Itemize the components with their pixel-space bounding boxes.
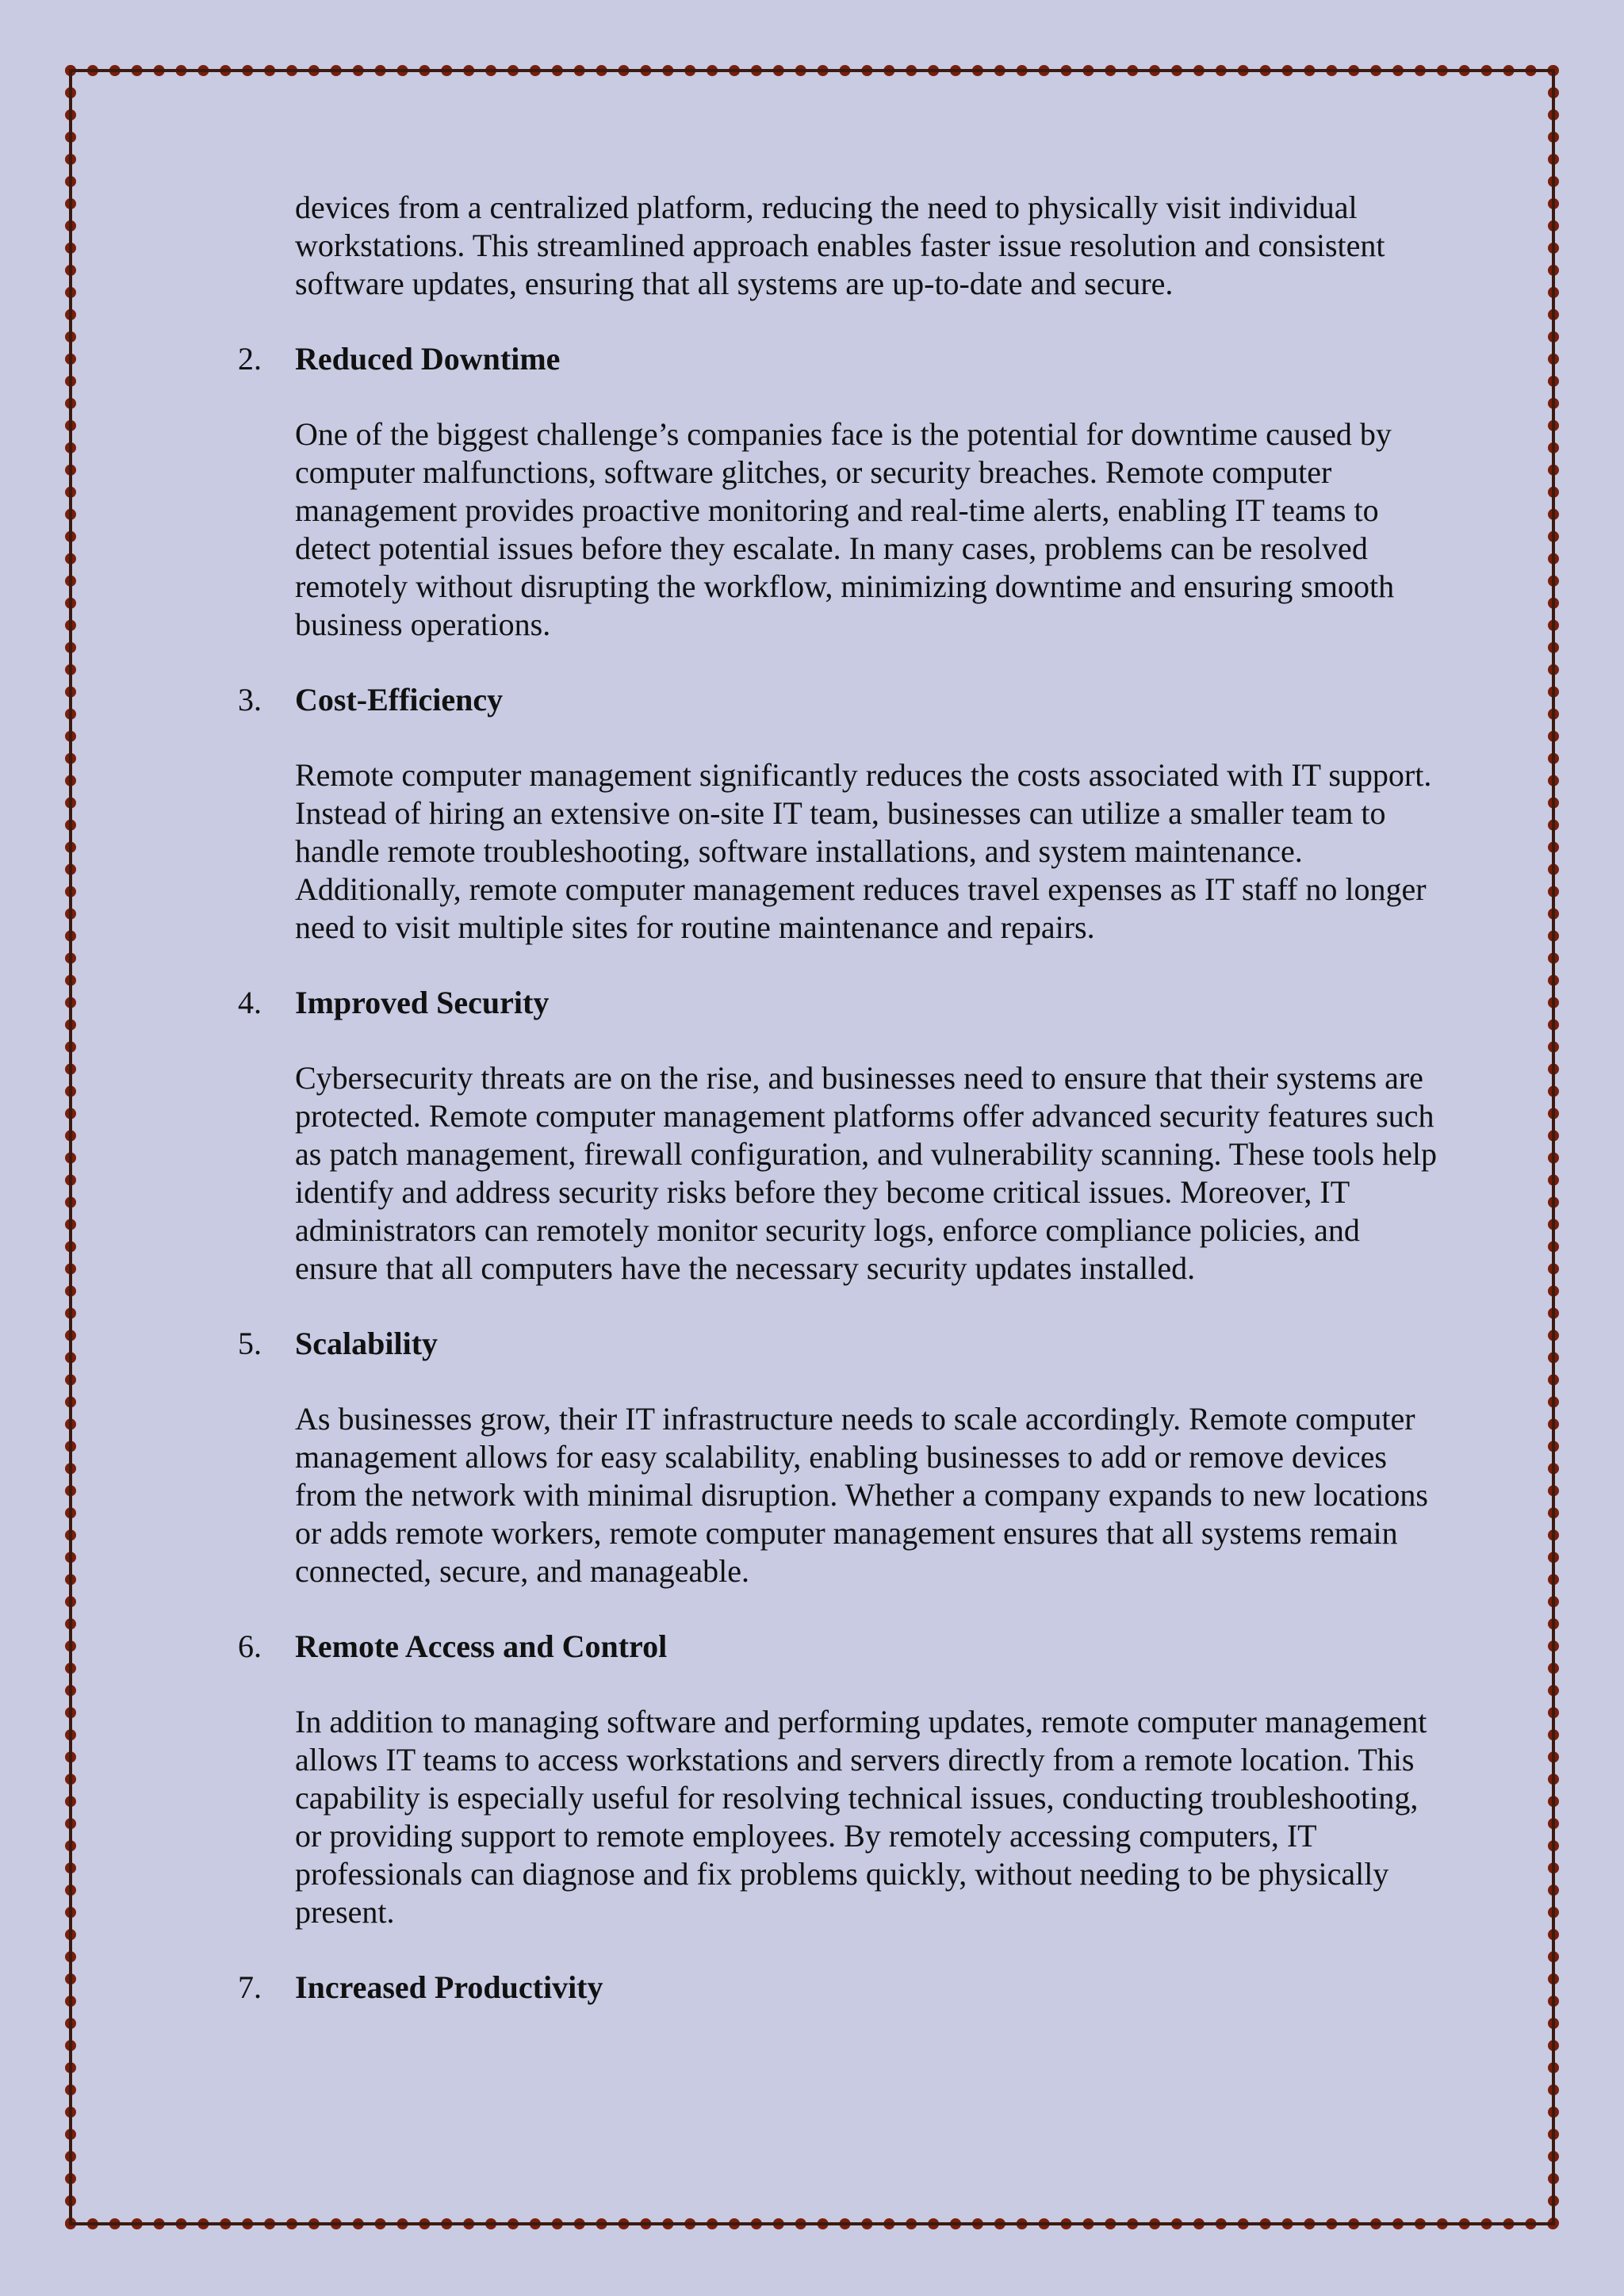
list-item-body: Remote computer management significantly reduces the costs associated with IT support. Instead of hiring an extensive on-site IT team, businesses can utilize a smaller team to handle remote troubleshooting, software installations, and system maintenance. Additionally, remote computer management reduces travel expenses as IT staff no longer need to visit multiple sites for routine maintenance and repairs.	[295, 757, 1432, 945]
list-item-title: Reduced Downtime	[295, 341, 561, 377]
list-item-heading	[238, 1325, 1443, 1363]
list-item-title: Remote Access and Control	[295, 1628, 668, 1664]
list-item-body: In addition to managing software and performing updates, remote computer management allows IT teams to access workstations and servers directly from a remote location. This capability is especially useful for resolving technical issues, conducting troubleshooting, or providing support to remote employees. By remotely accessing computers, IT professionals can diagnose and fix problems quickly, without needing to be physically present.	[295, 1704, 1427, 1930]
list-item-number: 3.	[238, 682, 262, 718]
list-item-body: One of the biggest challenge’s companies face is the potential for downtime caused by computer malfunctions, software glitches, or security breaches. Remote computer management provides proactive monitoring and real-time alerts, enabling IT teams to detect potential issues before they escalate. In many cases, problems can be resolved remotely without disrupting the workflow, minimizing downtime and ensuring smooth business operations.	[295, 416, 1395, 642]
list-item-body: Cybersecurity threats are on the rise, and businesses need to ensure that their systems are protected. Remote computer management platforms offer advanced security features such as patch management, firewall configuration, and vulnerability scanning. These tools help identify and address security risks before they become critical issues. Moreover, IT administrators can remotely monitor security logs, enforce compliance policies, and ensure that all computers have the necessary security updates installed.	[295, 1060, 1437, 1286]
list-item-title: Improved Security	[295, 985, 550, 1020]
list-item-heading	[238, 681, 1443, 719]
list-item-reduced-downtime	[238, 340, 1443, 644]
list-item-title: Cost-Efficiency	[295, 682, 504, 718]
list-item-body: As businesses grow, their IT infrastructure needs to scale accordingly. Remote computer management allows for easy scalability, enabling businesses to add or remove devices from the network with minimal disruption. Whether a company expands to new locations or adds remote workers, remote computer management ensures that all systems remain connected, secure, and manageable.	[295, 1401, 1428, 1589]
intro-paragraph: devices from a centralized platform, reducing the need to physically visit individual workstations. This streamlined approach enables faster issue resolution and consistent software updates, ensuring that all systems are up-to-date and secure.	[295, 189, 1385, 301]
list-item-number: 4.	[238, 985, 262, 1020]
list-item-scalability	[238, 1325, 1443, 1590]
list-item-title: Increased Productivity	[295, 1969, 603, 2005]
list-item-cost-efficiency	[238, 681, 1443, 947]
list-item-number: 6.	[238, 1628, 262, 1664]
list-item-heading	[238, 984, 1443, 1022]
list-item-improved-security	[238, 984, 1443, 1288]
list-item-heading	[238, 1628, 1443, 1666]
list-item-number: 2.	[238, 341, 262, 377]
list-item-remote-access	[238, 1628, 1443, 1931]
list-item-increased-productivity	[238, 1969, 1443, 2007]
list-item-number: 7.	[238, 1969, 262, 2005]
list-item-heading	[238, 1969, 1443, 2007]
list-item-title: Scalability	[295, 1326, 439, 1361]
list-item-number: 5.	[238, 1326, 262, 1361]
list-item-heading	[238, 340, 1443, 378]
document-content	[238, 189, 1443, 2007]
